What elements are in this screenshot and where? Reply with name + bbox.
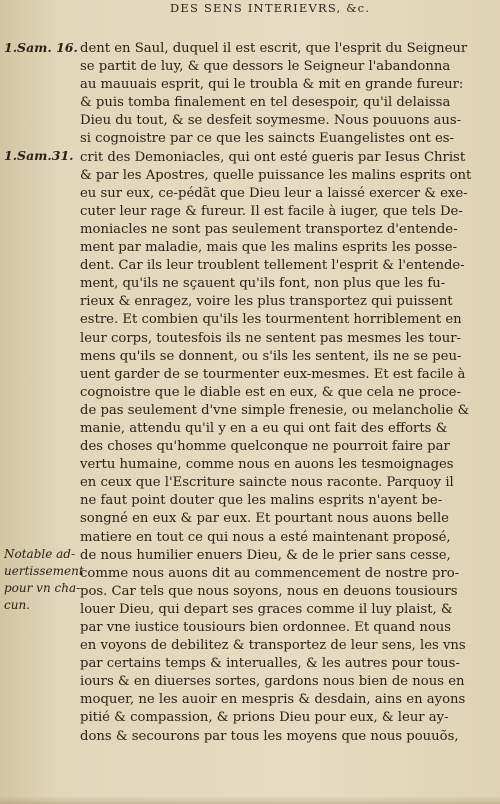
text-line: de pas seulement d'vne simple frenesie, ou melancholie & bbox=[80, 402, 470, 418]
text-line: matiere en tout ce qui nous a esté maintenant proposé, bbox=[80, 529, 451, 545]
text-line: en voyons de debilitez & transportez de leur sens, les vns bbox=[80, 638, 466, 654]
text-line: comme nous auons dit au commencement de nostre pro- bbox=[80, 565, 460, 581]
text-line: & puis tomba finalement en tel desespoir, qu'il delaissa bbox=[80, 95, 451, 111]
body-text bbox=[80, 40, 472, 746]
text-line: manie, attendu qu'il y en a eu qui ont fait des efforts & bbox=[80, 420, 448, 436]
text-line: en ceux que l'Escriture saincte nous raconte. Parquoy il bbox=[80, 475, 454, 491]
text-line: se partit de luy, & que dessors le Seigneur l'abandonna bbox=[80, 59, 451, 75]
text-line: crit des Demoniacles, qui ont esté gueris par Iesus Christ bbox=[80, 149, 466, 165]
text-line: moniacles ne sont pas seulement transportez d'entende- bbox=[80, 221, 458, 237]
text-line: ne faut point douter que les malins esprits n'ayent be- bbox=[80, 493, 443, 509]
margin-note-line: cun. bbox=[4, 598, 30, 612]
text-line: eu sur eux, ce-pédãt que Dieu leur a laissé exercer & exe- bbox=[80, 185, 468, 201]
text-line: si cognoistre par ce que les saincts Euangelistes ont es- bbox=[80, 131, 454, 147]
margin-note-line: pour vn cha- bbox=[4, 581, 81, 595]
text-line: ment, qu'ils ne sçauent qu'ils font, non plus que les fu- bbox=[80, 276, 446, 292]
page-bottom-shadow bbox=[0, 796, 500, 804]
text-line: & par les Apostres, quelle puissance les malins esprits ont bbox=[80, 167, 472, 183]
text-line: songné en eux & par eux. Et pourtant nous auons belle bbox=[80, 511, 449, 527]
text-line: moquer, ne les auoir en mespris & desdain, ains en ayons bbox=[80, 692, 466, 708]
text-line: leur corps, toutesfois ils ne sentent pas mesmes les tour- bbox=[80, 330, 461, 346]
text-line: estre. Et combien qu'ils les tourmentent horriblement en bbox=[80, 312, 462, 328]
text-line: des choses qu'homme quelconque ne pourroit faire par bbox=[80, 439, 450, 455]
text-line: rieux & enragez, voire les plus transportez qui puissent bbox=[80, 294, 453, 310]
margin-note-line: Notable ad- bbox=[4, 547, 76, 561]
text-line: uent garder de se tourmenter eux-mesmes. Et est facile à bbox=[80, 366, 466, 382]
text-line: pitié & compassion, & prions Dieu pour eux, & leur ay- bbox=[80, 710, 449, 726]
margin-note-line: uertissement bbox=[4, 564, 84, 578]
text-line: vertu humaine, comme nous en auons les tesmoignages bbox=[80, 457, 454, 473]
text-line: dent. Car ils leur troublent tellement l'esprit & l'entende- bbox=[80, 258, 465, 274]
text-line: mens qu'ils se donnent, ou s'ils les sentent, ils ne se peu- bbox=[80, 348, 462, 364]
text-line: pos. Car tels que nous soyons, nous en deuons tousiours bbox=[80, 583, 458, 599]
text-line: dons & secourons par tous les moyens que nous pouuõs, bbox=[80, 728, 459, 744]
margin-reference-1-samuel-16: 1.Sam. 16. bbox=[4, 40, 78, 55]
text-line: de nous humilier enuers Dieu, & de le prier sans cesse, bbox=[80, 547, 451, 563]
margin-note-notable-advertissement bbox=[4, 546, 84, 614]
margin-reference-1-samuel-31: 1.Sam.31. bbox=[4, 148, 74, 163]
running-head: DES SENS INTERIEVRS, &c. bbox=[170, 1, 371, 15]
text-line: par vne iustice tousiours bien ordonnee. Et quand nous bbox=[80, 620, 452, 635]
text-line: dent en Saul, duquel il est escrit, que l'esprit du Seigneur bbox=[80, 41, 468, 56]
text-line: cognoistre que le diable est en eux, & que cela ne proce- bbox=[80, 384, 461, 400]
text-line: Dieu du tout, & se desfeit soymesme. Nous pouuons aus- bbox=[80, 113, 462, 129]
text-line: au mauuais esprit, qui le troubla & mit en grande fureur: bbox=[80, 77, 464, 93]
text-line: iours & en diuerses sortes, gardons nous bien de nous en bbox=[80, 674, 465, 690]
text-line: ment par maladie, mais que les malins esprits les posse- bbox=[80, 240, 458, 256]
text-line: par certains temps & interualles, & les autres pour tous- bbox=[80, 656, 460, 672]
text-line: louer Dieu, qui depart ses graces comme il luy plaist, & bbox=[80, 601, 453, 617]
text-line: cuter leur rage & fureur. Il est facile à iuger, que tels De- bbox=[80, 203, 463, 219]
